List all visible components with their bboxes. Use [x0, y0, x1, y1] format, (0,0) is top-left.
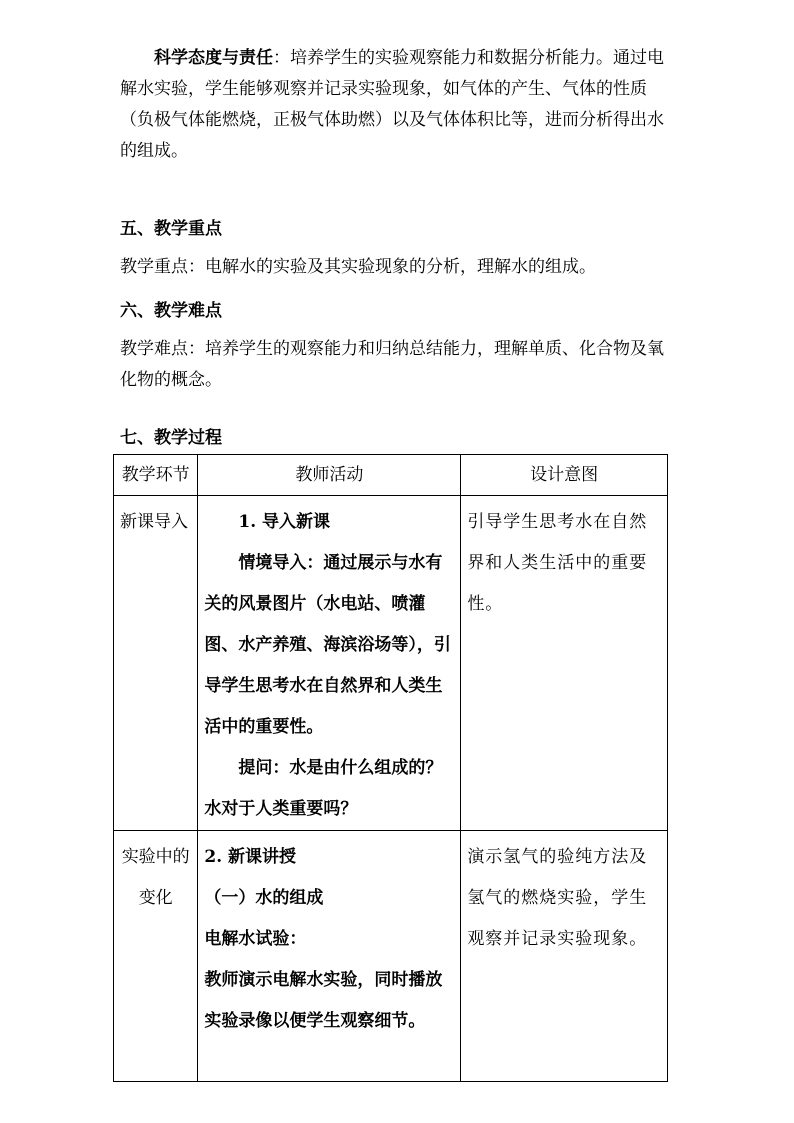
row2-stage: [114, 831, 198, 1082]
teaching-process-table: [113, 454, 668, 1082]
section-6-text: 教学难点：培养学生的观察能力和归纳总结能力，理解单质、化合物及氧化物的概念。: [120, 339, 664, 390]
table-row: [114, 496, 668, 831]
row1-teacher-activity: [198, 496, 461, 831]
intro-text: 培养学生的实验观察能力和数据分析能力。通过电解水实验，学生能够观察并记录实验现象，如气体的产生、气体的性质（负极气体能燃烧，正极气体助燃）以及气体体积比等，进而分析得出水的组成。: [120, 48, 664, 161]
row2-title: 2. 新课讲授: [204, 847, 297, 867]
row2-teacher-activity: [198, 831, 461, 1082]
intro-paragraph: 科学态度与责任：培养学生的实验观察能力和数据分析能力。通过电解水实验，学生能够观察并记录实验现象，如气体的产生、气体的性质（负极气体能燃烧，正极气体助燃）以及气体体积比等，进而分析得出水的组成。: [120, 48, 664, 161]
header-stage: 教学环节: [114, 455, 198, 496]
table-header-row: [114, 455, 668, 496]
row1-intent-text: 引导学生思考水在自然界和人类生活中的重要性。: [467, 512, 648, 614]
row1-para2: 提问：水是由什么组成的？水对于人类重要吗？: [204, 758, 443, 819]
row1-design-intent: [461, 496, 668, 831]
intro-label: 科学态度与责任: [154, 48, 273, 68]
row1-title: 1. 导入新课: [238, 512, 331, 532]
row2-stage-line1: 实验中的: [121, 847, 190, 867]
row2-experiment-label: 电解水试验：: [204, 929, 307, 949]
header-design-intent: 设计意图: [461, 455, 668, 496]
row1-para1: 情境导入：通过展示与水有关的风景图片（水电站、喷灌图、水产养殖、海滨浴场等），引导学生思考水在自然界和人类生活中的重要性。: [204, 553, 451, 737]
row2-stage-line2: 变化: [138, 888, 173, 908]
row2-intent-text: 演示氢气的验纯方法及氢气的燃烧实验，学生观察并记录实验现象。: [467, 847, 648, 949]
row2-subtitle: （一）水的组成: [204, 888, 324, 908]
section-6-title: 六、教学难点: [120, 301, 222, 321]
header-teacher-activity: 教师活动: [198, 455, 461, 496]
section-5-title: 五、教学重点: [120, 219, 222, 239]
row1-stage: [114, 496, 198, 831]
row2-para1: 教师演示电解水实验，同时播放实验录像以便学生观察细节。: [204, 970, 443, 1031]
section-5-text: 教学重点：电解水的实验及其实验现象的分析，理解水的组成。: [120, 257, 596, 277]
row2-design-intent: [461, 831, 668, 1082]
table-row: [114, 831, 668, 1082]
row1-stage-text: 新课导入: [120, 512, 188, 532]
section-7-title: 七、教学过程: [120, 428, 222, 448]
